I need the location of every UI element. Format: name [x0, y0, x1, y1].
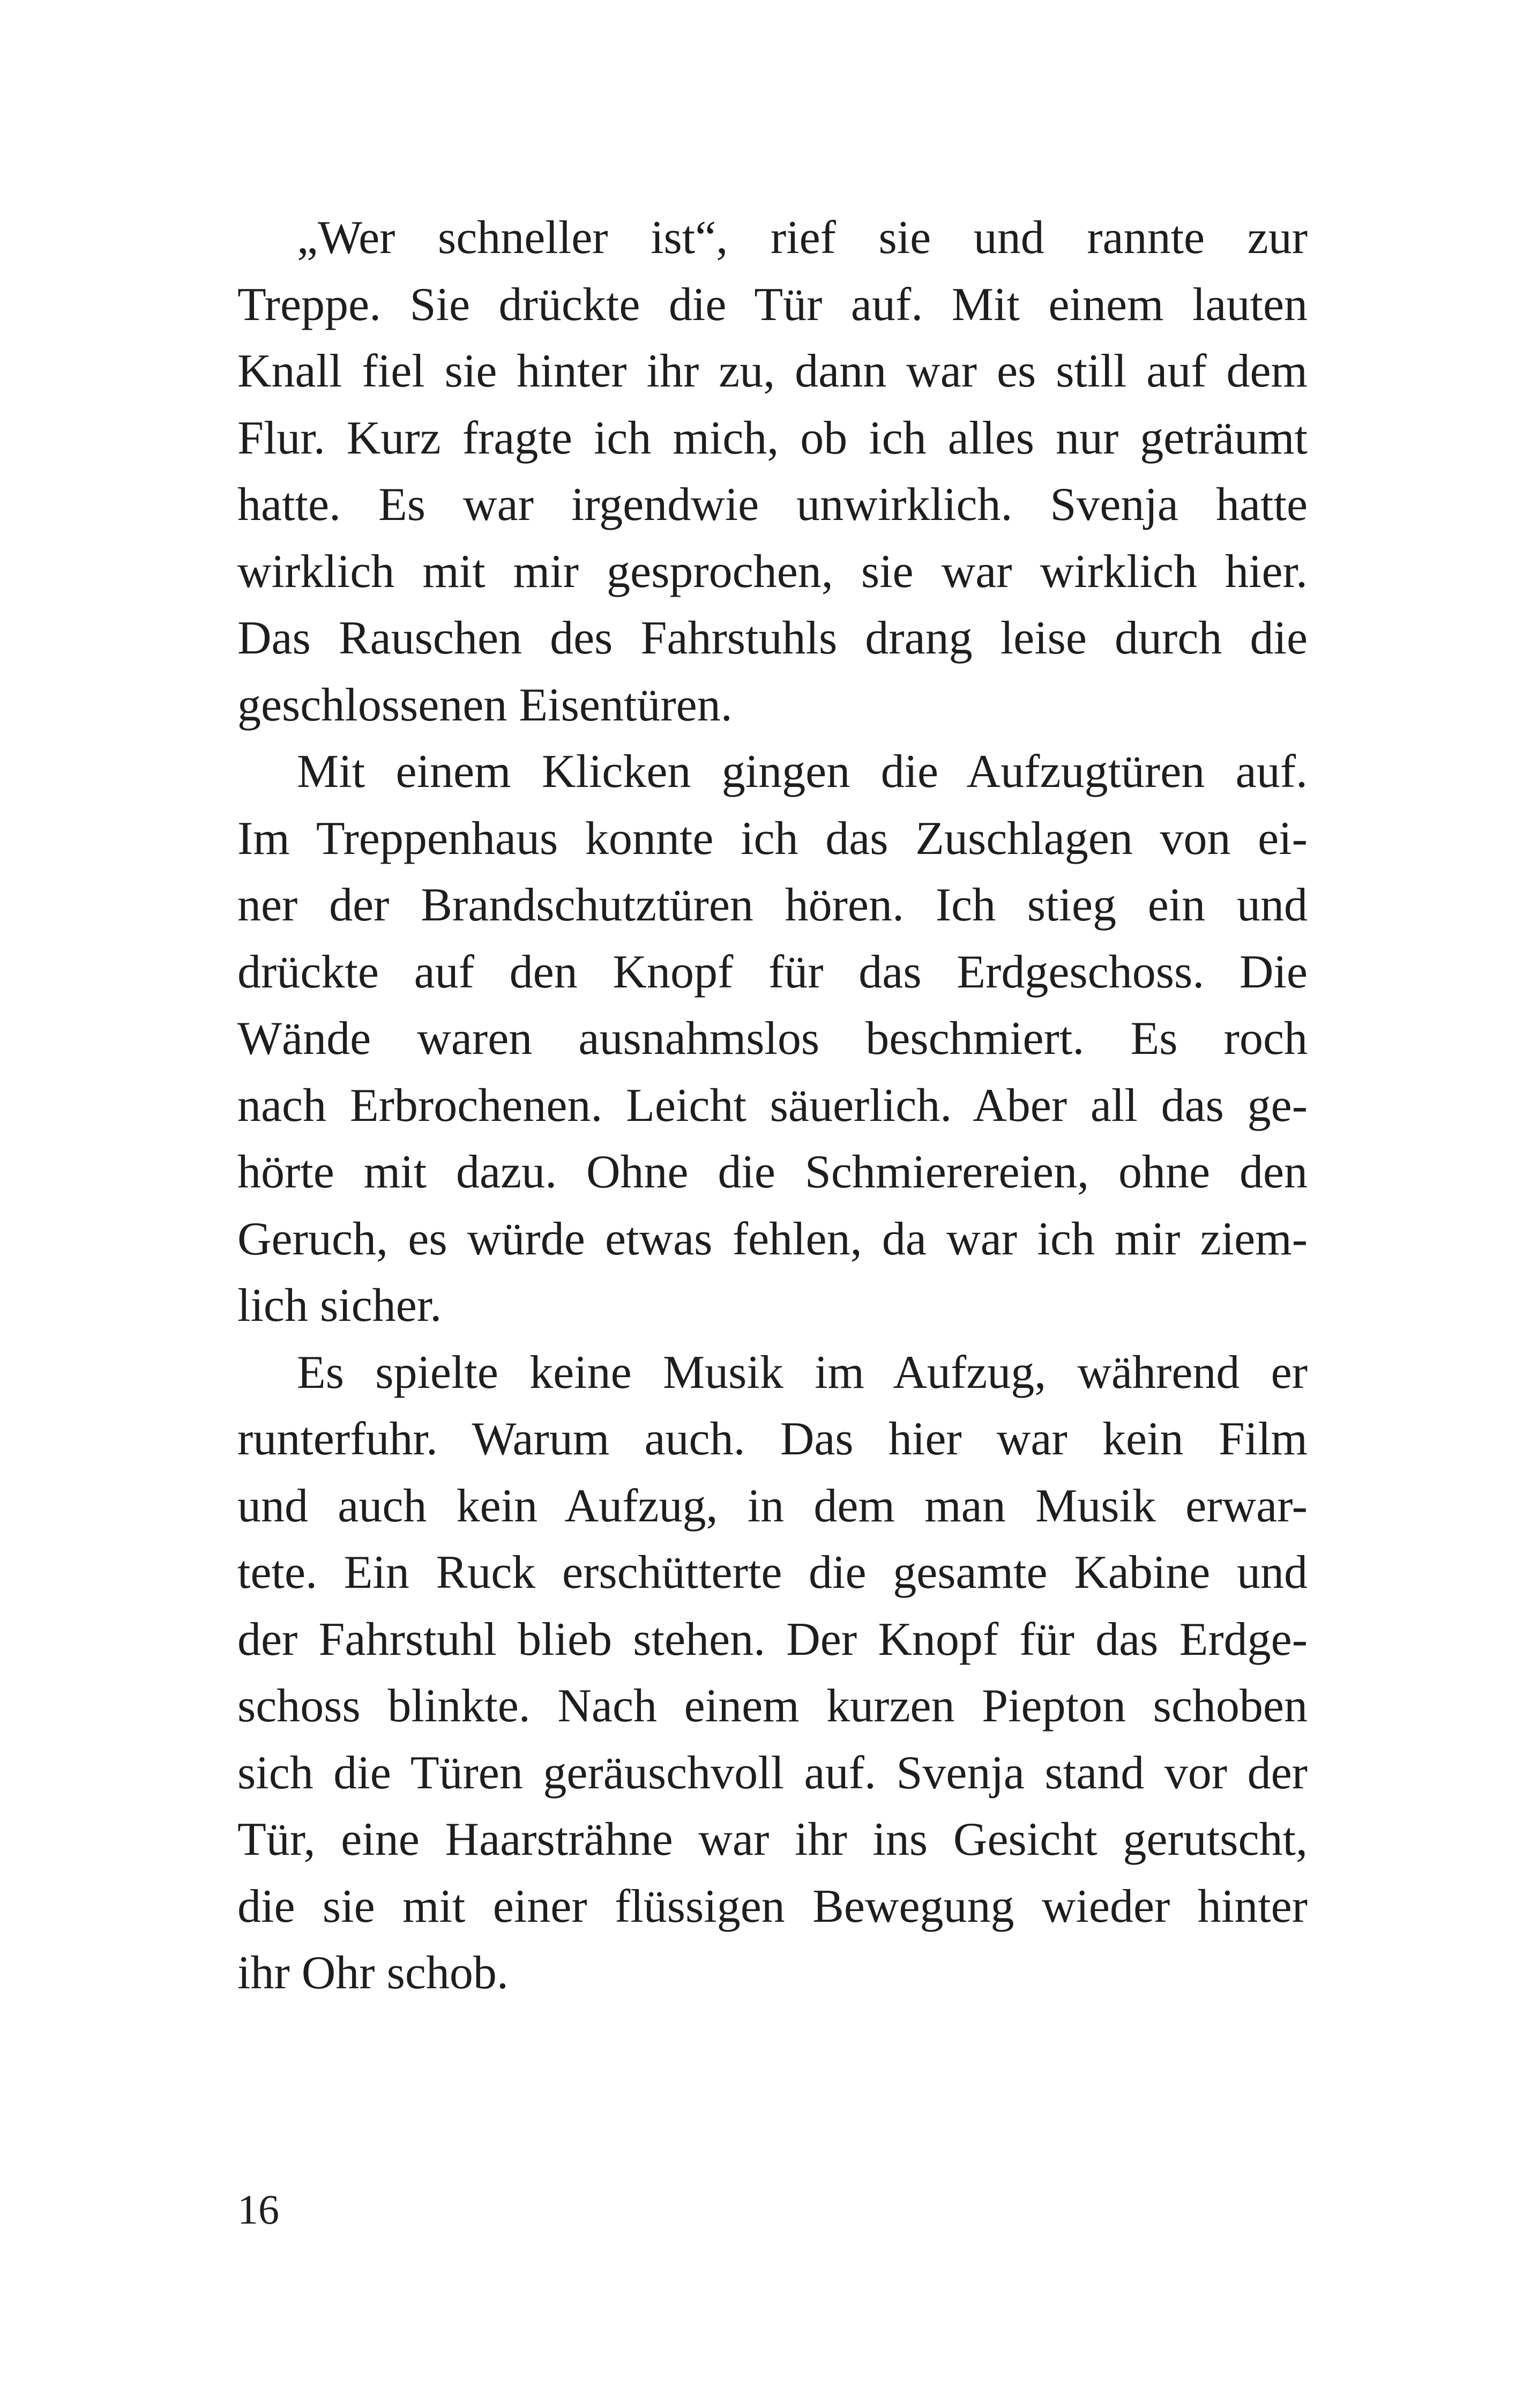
text-line: tete. Ein Ruck erschütterte die gesamte Kabine und	[237, 1547, 1308, 1599]
page-number: 16	[237, 2186, 279, 2233]
text-line: die sie mit einer flüssigen Bewegung wieder hinter	[237, 1880, 1308, 1933]
paragraph	[237, 205, 1308, 739]
text-line: drückte auf den Knopf für das Erdgeschoss. Die	[237, 946, 1308, 998]
paragraph	[237, 739, 1308, 1340]
body-text	[237, 205, 1308, 2007]
text-line: „Wer schneller ist“, rief sie und rannte zur	[297, 212, 1308, 264]
text-line: Wände waren ausnahmslos beschmiert. Es roch	[237, 1013, 1308, 1065]
text-line: Es spielte keine Musik im Aufzug, während er	[297, 1346, 1308, 1399]
text-line: Knall fiel sie hinter ihr zu, dann war es still auf dem	[237, 345, 1308, 397]
text-line: Tür, eine Haarsträhne war ihr ins Gesicht gerutscht,	[237, 1814, 1308, 1866]
text-line: Mit einem Klicken gingen die Aufzugtüren auf.	[297, 746, 1308, 798]
text-line: Im Treppenhaus konnte ich das Zuschlagen von ei-	[237, 812, 1308, 865]
text-line: ner der Brandschutztüren hören. Ich stieg ein und	[237, 879, 1308, 931]
text-line: der Fahrstuhl blieb stehen. Der Knopf für das Erdge-	[237, 1613, 1308, 1666]
text-line: nach Erbrochenen. Leicht säuerlich. Aber all das ge-	[237, 1079, 1308, 1132]
text-line: und auch kein Aufzug, in dem man Musik erwar-	[237, 1480, 1308, 1532]
text-line: schoss blinkte. Nach einem kurzen Piepton schoben	[237, 1680, 1308, 1732]
text-line: hatte. Es war irgendwie unwirklich. Svenja hatte	[237, 479, 1308, 531]
paragraph	[237, 1340, 1308, 2007]
text-line: wirklich mit mir gesprochen, sie war wirklich hier.	[237, 545, 1308, 598]
text-line: lich sicher.	[237, 1280, 442, 1332]
text-line: runterfuhr. Warum auch. Das hier war kein Film	[237, 1413, 1308, 1465]
text-line: Geruch, es würde etwas fehlen, da war ich mir ziem-	[237, 1213, 1308, 1265]
text-line: ihr Ohr schob.	[237, 1947, 509, 1999]
text-line: sich die Türen geräuschvoll auf. Svenja stand vor der	[237, 1746, 1308, 1799]
text-line: hörte mit dazu. Ohne die Schmierereien, ohne den	[237, 1146, 1308, 1198]
text-line: Treppe. Sie drückte die Tür auf. Mit einem lauten	[237, 278, 1308, 331]
text-line: Flur. Kurz fragte ich mich, ob ich alles nur geträumt	[237, 412, 1308, 464]
text-line: geschlossenen Eisentüren.	[237, 679, 733, 731]
text-line: Das Rauschen des Fahrstuhls drang leise durch die	[237, 612, 1308, 664]
